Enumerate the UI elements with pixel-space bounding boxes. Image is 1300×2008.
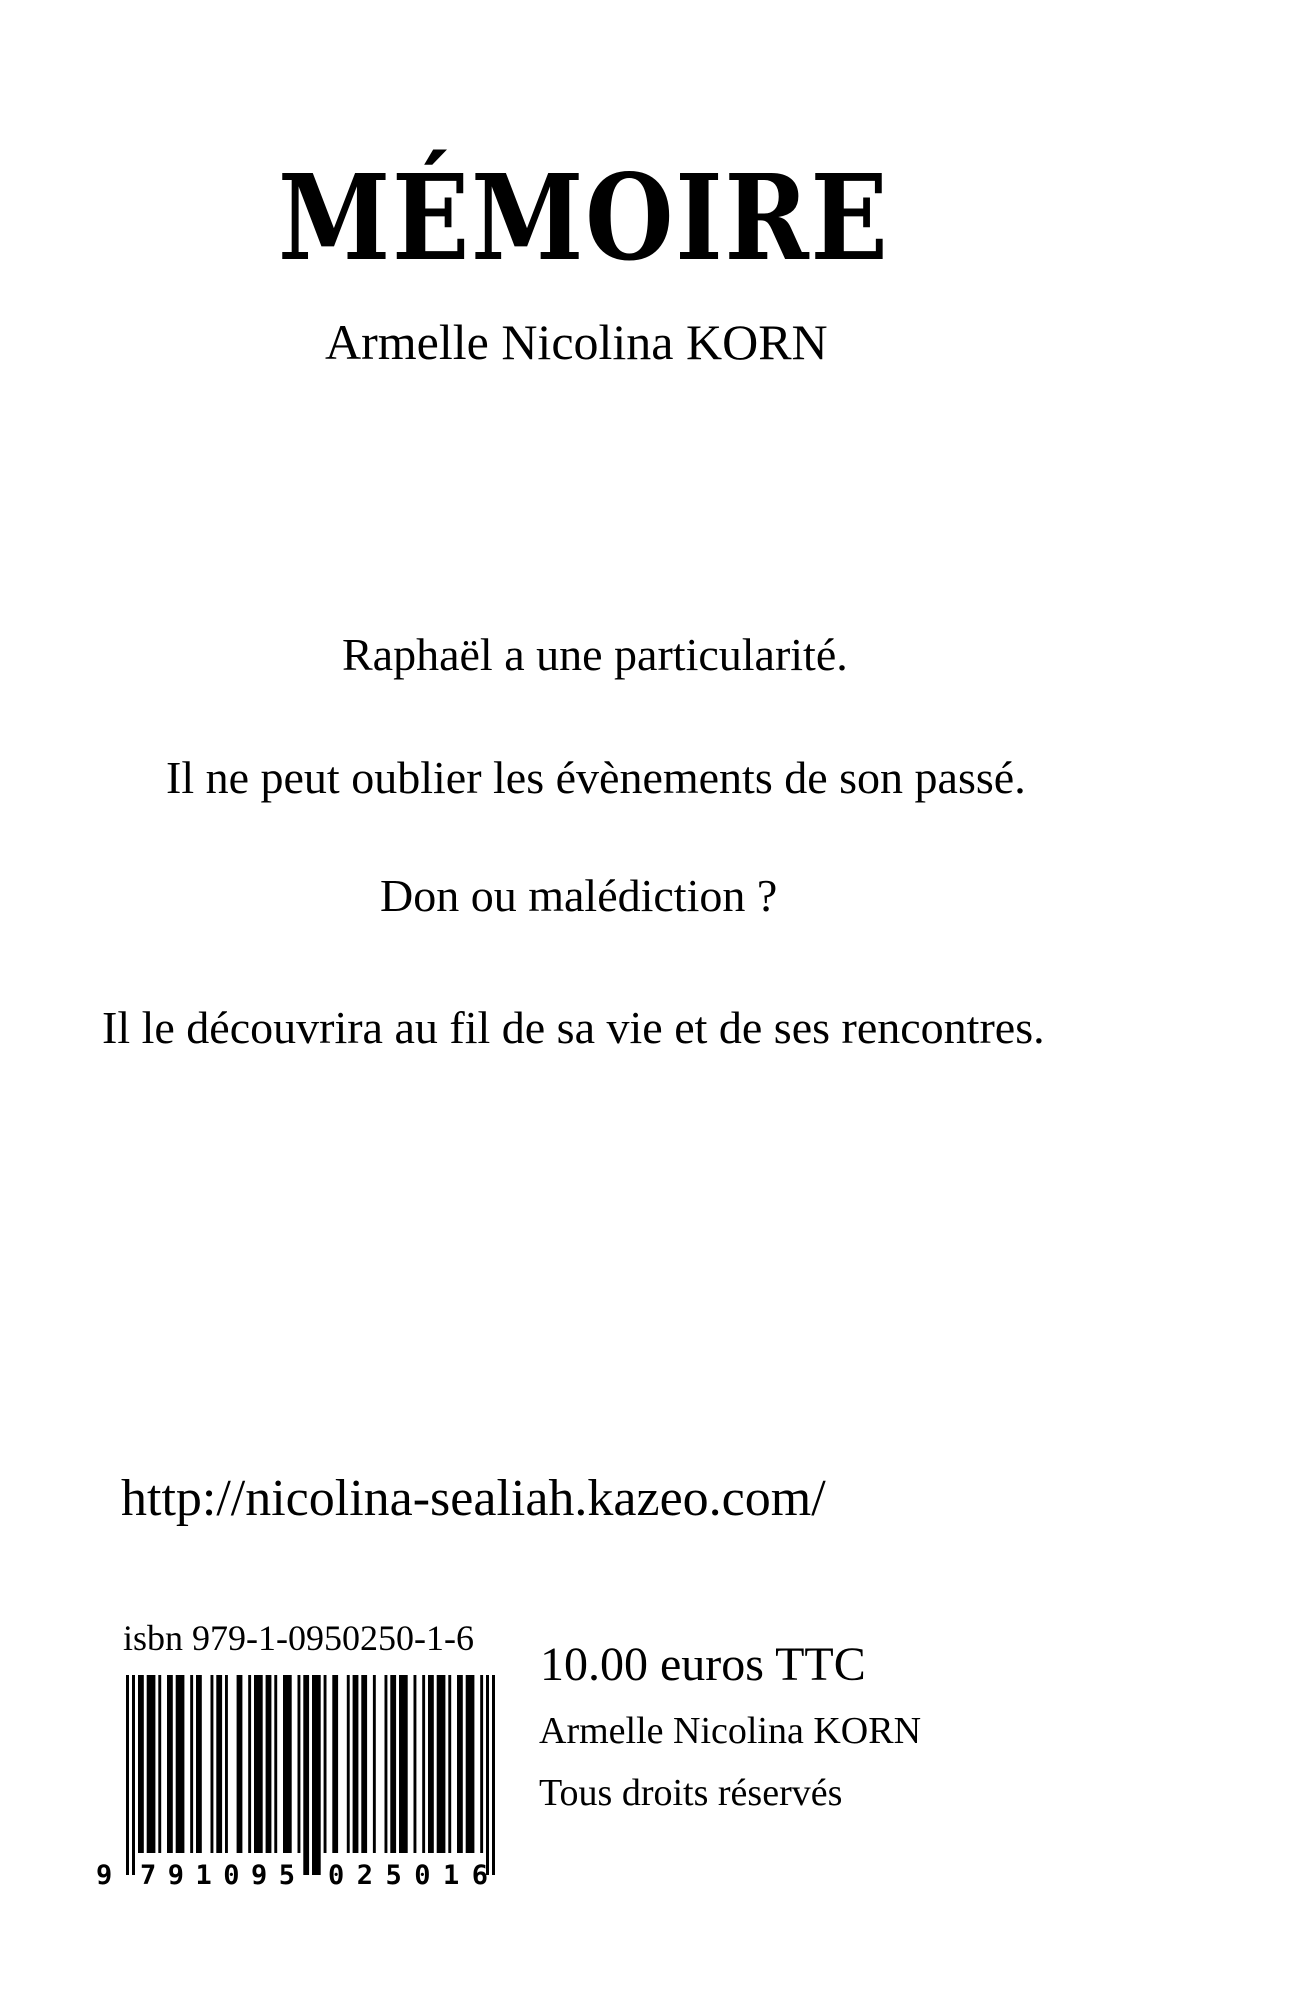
rights-notice: Tous droits réservés — [539, 1772, 843, 1814]
barcode-guard-bar — [492, 1675, 495, 1875]
barcode-bar — [353, 1675, 359, 1853]
barcode-bar — [158, 1675, 161, 1853]
barcode-bar — [448, 1675, 451, 1853]
author-website-link[interactable]: http://nicolina-sealiah.kazeo.com/ — [121, 1470, 826, 1527]
barcode-guard-bar — [486, 1675, 489, 1875]
isbn-label: isbn 979-1-0950250-1-6 — [123, 1618, 474, 1658]
barcode-bar — [138, 1675, 144, 1853]
barcode-digits-right: 025016 — [328, 1860, 488, 1887]
price-label: 10.00 euros TTC — [540, 1638, 866, 1691]
blurb-line: Raphaël a une particularité. — [342, 629, 848, 680]
publisher-name: Armelle Nicolina KORN — [539, 1710, 922, 1752]
barcode-bar — [437, 1675, 446, 1853]
barcode-bar — [274, 1675, 277, 1853]
book-title: MÉMOIRE — [278, 148, 890, 287]
barcode-bar — [176, 1675, 185, 1853]
barcode-bar — [347, 1675, 350, 1853]
barcode-bar — [361, 1675, 367, 1853]
barcode-bar — [216, 1675, 222, 1853]
barcode-bar — [385, 1675, 388, 1853]
barcode-bar — [457, 1675, 463, 1853]
barcode-bar — [211, 1675, 214, 1853]
barcode-bar — [190, 1675, 193, 1853]
barcode-bar — [428, 1675, 434, 1853]
barcode-bar — [147, 1675, 156, 1853]
barcode-guard-bar — [132, 1675, 135, 1875]
barcode-guard-bar — [312, 1675, 321, 1875]
barcode-bar — [254, 1675, 263, 1853]
blurb-line: Il ne peut oublier les évènements de son passé. — [166, 752, 1026, 803]
isbn-barcode — [96, 1675, 516, 1887]
barcode-bar — [248, 1675, 251, 1853]
barcode-bar — [480, 1675, 483, 1853]
barcode-bar — [466, 1675, 475, 1853]
barcode-guard-bar — [126, 1675, 129, 1875]
barcode-bar — [167, 1675, 173, 1853]
barcode-bar — [332, 1675, 338, 1853]
blurb-line: Don ou malédiction ? — [380, 870, 778, 921]
barcode-digit-prefix: 9 — [96, 1860, 113, 1887]
barcode-bar — [298, 1675, 301, 1853]
barcode-bar — [422, 1675, 425, 1853]
barcode-digits-left: 791095 — [140, 1860, 295, 1887]
barcode-bar — [414, 1675, 417, 1853]
barcode-guard-bar — [303, 1675, 309, 1875]
barcode-bar — [283, 1675, 292, 1853]
barcode-bar — [237, 1675, 243, 1853]
author-name: Armelle Nicolina KORN — [325, 314, 828, 370]
barcode-bar — [266, 1675, 272, 1853]
barcode-bar — [324, 1675, 327, 1853]
barcode-bar — [399, 1675, 408, 1853]
barcode-bar — [225, 1675, 228, 1853]
blurb-line: Il le découvrira au fil de sa vie et de ses rencontres. — [102, 1002, 1045, 1053]
barcode-bar — [390, 1675, 396, 1853]
barcode-bar — [196, 1675, 202, 1853]
barcode-bar — [373, 1675, 376, 1853]
